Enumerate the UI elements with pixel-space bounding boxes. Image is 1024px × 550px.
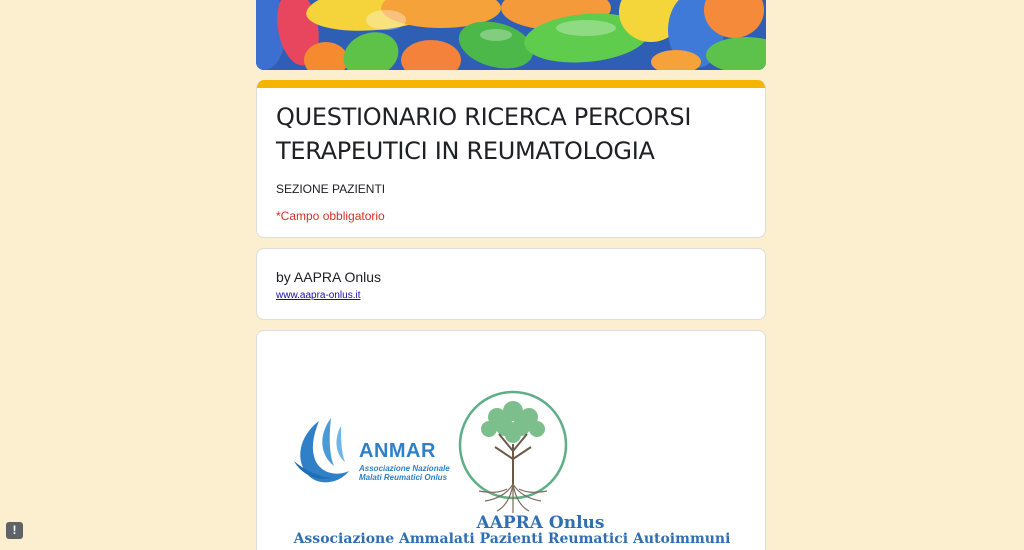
colorful-pills-image — [256, 0, 766, 70]
anmar-name: ANMAR — [359, 440, 436, 462]
anmar-subtitle: Associazione Nazionale Malati Reumatici Onlus — [359, 464, 450, 482]
report-problem-button[interactable] — [6, 522, 23, 539]
by-section-card — [256, 248, 766, 320]
report-problem-icon: ! — [12, 523, 17, 537]
header-accent-bar — [257, 80, 765, 88]
anmar-dove-icon — [289, 416, 359, 491]
aapra-name: AAPRA Onlus — [476, 513, 605, 533]
by-section-title: by AAPRA Onlus — [276, 269, 382, 285]
section-label: SEZIONE PAZIENTI — [276, 182, 386, 196]
tree-icon — [457, 389, 569, 514]
aapra-full-name: Associazione Ammalati Pazienti Reumatici Autoimmuni — [293, 531, 731, 547]
form-title: QUESTIONARIO RICERCA PERCORSI TERAPEUTICI IN REUMATOLOGIA — [276, 103, 692, 165]
required-field-note: *Campo obbligatorio — [276, 209, 385, 223]
anmar-logo — [289, 416, 450, 496]
logos-image-card — [256, 330, 766, 550]
header-banner-image — [256, 0, 766, 70]
aapra-tree-logo — [457, 389, 569, 519]
form-header-card — [256, 80, 766, 238]
website-link[interactable]: www.aapra-onlus.it — [276, 290, 361, 301]
form-container — [256, 0, 766, 550]
